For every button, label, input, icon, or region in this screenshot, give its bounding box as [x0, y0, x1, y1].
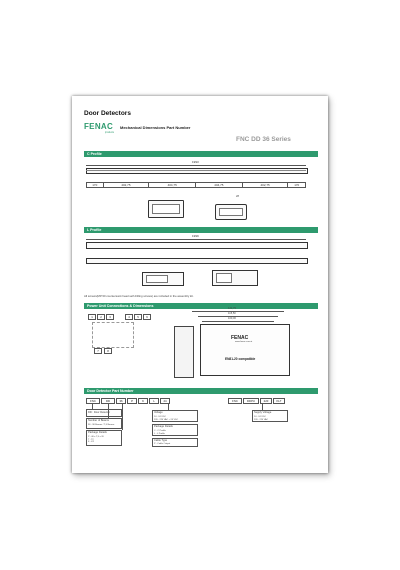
note-cable — [152, 438, 198, 447]
code-box: 24 — [160, 398, 170, 404]
power-unit-bar: Power Unit Connections & Dimensions — [84, 303, 318, 309]
code-box: K — [138, 398, 148, 404]
note-supply-value: 220 : 220 VAC — [254, 418, 269, 421]
note-pkg2 — [152, 424, 198, 436]
note-voltage — [152, 410, 198, 422]
c-profile-total-length: 1993 — [192, 160, 199, 164]
note-package-value: P : 40 x 7,5 x 20 — [88, 435, 104, 438]
wiring-diagram — [92, 322, 134, 348]
terminal-group-bottom — [94, 348, 112, 354]
code-box: FNC — [86, 398, 100, 404]
page-title: Door Detectors — [84, 110, 131, 117]
note-supply-value: 24 : 24 VDC — [254, 415, 266, 418]
note-beams-title: Number of Beams — [88, 419, 109, 422]
header-subtitle: Mechanical Dimensions Part Number — [120, 125, 191, 130]
note-package-value: K : K2 — [88, 441, 94, 444]
l-profile-bar: L Profile — [84, 227, 318, 233]
code-box: DD — [101, 398, 115, 404]
code-box: DDPU — [243, 398, 259, 404]
c-profile-section-left-inner — [152, 204, 180, 214]
note-voltage-value: 24 : 24 VDC — [154, 415, 166, 418]
note-beams-value: 36 : 36 Beams / 7,5 Beams — [88, 423, 115, 426]
note-package — [86, 430, 122, 446]
code-box: FNC — [228, 398, 242, 404]
terminal: 7 — [94, 348, 102, 354]
l-profile-section-left-inner — [146, 275, 168, 283]
assembly-note: All screws(M4*20 countersunk head self drilling screws) are included in the assembly kit. — [84, 294, 194, 298]
l-profile-rail-top — [86, 242, 308, 249]
note-voltage-value: 220 : 220 VAC + 24 VDC — [154, 418, 179, 421]
segment: 170 — [294, 183, 300, 187]
c-profile-bar: C Profile — [84, 151, 318, 157]
segment: 402,75 — [104, 183, 150, 187]
note-cable-title: Cable Type — [154, 438, 168, 442]
terminal: 3 — [106, 314, 114, 320]
power-unit-top-view — [200, 324, 290, 376]
code-box: 36 — [116, 398, 126, 404]
terminal: 5 — [134, 314, 142, 320]
l-profile-rail-bottom — [86, 258, 308, 264]
l-profile-section-right-inner — [216, 273, 232, 283]
terminal: 6 — [143, 314, 151, 320]
dim-100: 100,00 — [228, 317, 236, 320]
note-dd — [86, 409, 122, 417]
dim-115: 115,50 — [228, 312, 236, 315]
dim-121: 121,75 — [228, 307, 236, 310]
logo-sub: products — [104, 131, 114, 134]
note-dd-text: DD : Door Detector — [88, 410, 111, 414]
part-number-bar: Door Detector Part Number — [84, 388, 318, 394]
note-pkg2-value: C : C Profile — [154, 429, 166, 432]
terminal-group-top — [88, 314, 151, 320]
segment: 170 — [87, 183, 104, 187]
code-box: P — [127, 398, 137, 404]
note-cable-value: P : Cable Output — [154, 442, 171, 445]
segment: 404,75 — [196, 183, 243, 187]
datasheet-page — [72, 96, 328, 473]
logo — [84, 122, 114, 134]
note-voltage-title: Voltage — [154, 411, 163, 414]
l-profile-total-length: 1999 — [192, 234, 199, 238]
c-profile-detail-dim: 28 — [236, 195, 239, 198]
power-unit-side-view — [174, 326, 194, 378]
terminal: 8 — [104, 348, 112, 354]
power-unit-compat: EN81-20 compatible — [225, 357, 256, 361]
power-unit-brand-sub: www.fenac.com.tr — [235, 341, 253, 343]
terminal: 1 — [88, 314, 96, 320]
note-pkg2-value: L : L Profile — [154, 432, 165, 435]
c-profile-rail — [86, 168, 308, 174]
series-title: FNC DD 36 Series — [236, 136, 291, 143]
logo-text: FENAC — [84, 122, 114, 131]
segment: 404,75 — [149, 183, 196, 187]
segment: 402,75 — [243, 183, 289, 187]
part-code-right — [228, 398, 285, 404]
note-supply — [252, 410, 288, 422]
part-code-left — [86, 398, 170, 404]
power-unit-brand: FENAC — [231, 335, 249, 341]
note-pkg2-title: Package Details — [154, 425, 173, 428]
c-profile-section-right-inner — [219, 208, 243, 216]
code-box: L — [149, 398, 159, 404]
note-beams — [86, 418, 122, 429]
note-package-value: T : T2 — [88, 438, 94, 441]
c-profile-segments — [86, 182, 306, 188]
terminal: 4 — [125, 314, 133, 320]
code-box: KLT — [273, 398, 285, 404]
terminal: 2 — [97, 314, 105, 320]
note-package-title: Package Details — [88, 431, 107, 434]
code-box: 220 — [260, 398, 272, 404]
note-supply-title: Supply Voltage — [254, 411, 272, 414]
